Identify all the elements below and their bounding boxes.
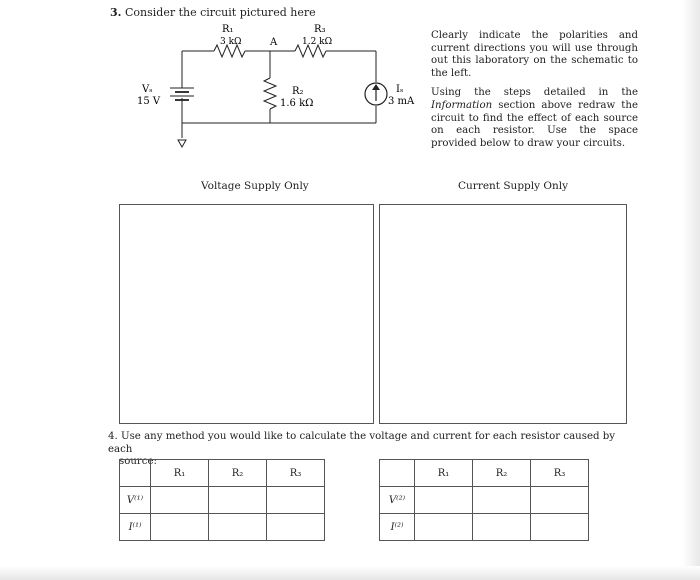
cell-i1-r2[interactable] [209, 514, 267, 541]
cell-i2-r3[interactable] [531, 514, 589, 541]
question-4-line-1 [108, 431, 618, 456]
voltage-supply-drawing-box[interactable] [119, 204, 374, 424]
circuit-schematic [130, 18, 430, 163]
cell-v1-r2[interactable] [209, 487, 267, 514]
table-header-r2: R₂ [209, 460, 267, 487]
question-4-number: 4. [108, 431, 118, 442]
cell-v1-r1[interactable] [151, 487, 209, 514]
instructions-p2-end: section above redraw the circuit to find the effect of each source on each resistor. Use the space provided below to draw your circuits. [431, 99, 638, 149]
voltage-supply-only-label: Voltage Supply Only [201, 180, 309, 192]
row-label-i2: I⁽²⁾ [380, 514, 415, 541]
r1-value: 3 kΩ [220, 37, 242, 47]
table-row [380, 487, 589, 514]
table-header-row [120, 460, 325, 487]
page-edge-shadow-right [682, 0, 700, 580]
table-row [120, 487, 325, 514]
instructions-paragraph-1: Clearly indicate the polarities and current directions you will use through out this laboratory on the schematic to the left. [431, 30, 638, 79]
question-3-text: Consider the circuit pictured here [124, 6, 316, 19]
node-a-label: A [270, 37, 278, 48]
table-header-r1: R₁ [415, 460, 473, 487]
cell-v1-r3[interactable] [267, 487, 325, 514]
row-label-v2: V⁽²⁾ [380, 487, 415, 514]
table-header-r1: R₁ [151, 460, 209, 487]
table-header-row [380, 460, 589, 487]
instructions-p2-emph: Information [431, 99, 493, 111]
instructions-p2-start: Using the steps detailed in the [431, 87, 638, 99]
cell-v2-r3[interactable] [531, 487, 589, 514]
is-name: Iₛ [396, 84, 404, 95]
row-label-i1: I⁽¹⁾ [120, 514, 151, 541]
vs-value: 15 V [137, 96, 161, 107]
instructions [431, 30, 638, 157]
cell-i1-r3[interactable] [267, 514, 325, 541]
cell-v2-r1[interactable] [415, 487, 473, 514]
question-3-number: 3. [110, 6, 122, 19]
row-label-v1: V⁽¹⁾ [120, 487, 151, 514]
cell-v2-r2[interactable] [473, 487, 531, 514]
page-edge-shadow-bottom [0, 566, 700, 580]
r2-value: 1.6 kΩ [280, 98, 314, 109]
table-header-r3: R₃ [267, 460, 325, 487]
r2-resistor [264, 78, 276, 109]
table-corner-cell [380, 460, 415, 487]
table-header-r2: R₂ [473, 460, 531, 487]
current-supply-drawing-box[interactable] [379, 204, 627, 424]
vs-name: Vₛ [142, 84, 153, 95]
question-4-line-2: source: [119, 456, 157, 468]
table-row [380, 514, 589, 541]
table-corner-cell [120, 460, 151, 487]
ground-symbol [178, 140, 186, 147]
table-row [120, 514, 325, 541]
current-source-symbol [365, 83, 387, 105]
is-value: 3 mA [388, 96, 415, 107]
current-supply-only-label: Current Supply Only [458, 180, 569, 192]
cell-i2-r2[interactable] [473, 514, 531, 541]
r2-name: R₂ [292, 86, 304, 97]
results-table-voltage-source [119, 459, 325, 541]
table-header-r3: R₃ [531, 460, 589, 487]
r3-value: 1.2 kΩ [302, 37, 333, 47]
cell-i2-r1[interactable] [415, 514, 473, 541]
instructions-paragraph-2 [431, 87, 638, 150]
question-4-text: Use any method you would like to calculate the voltage and current for each resistor caused by each [108, 431, 616, 455]
cell-i1-r1[interactable] [151, 514, 209, 541]
results-table-current-source [379, 459, 589, 541]
r3-name: R₃ [314, 24, 326, 35]
r1-name: R₁ [222, 24, 234, 35]
